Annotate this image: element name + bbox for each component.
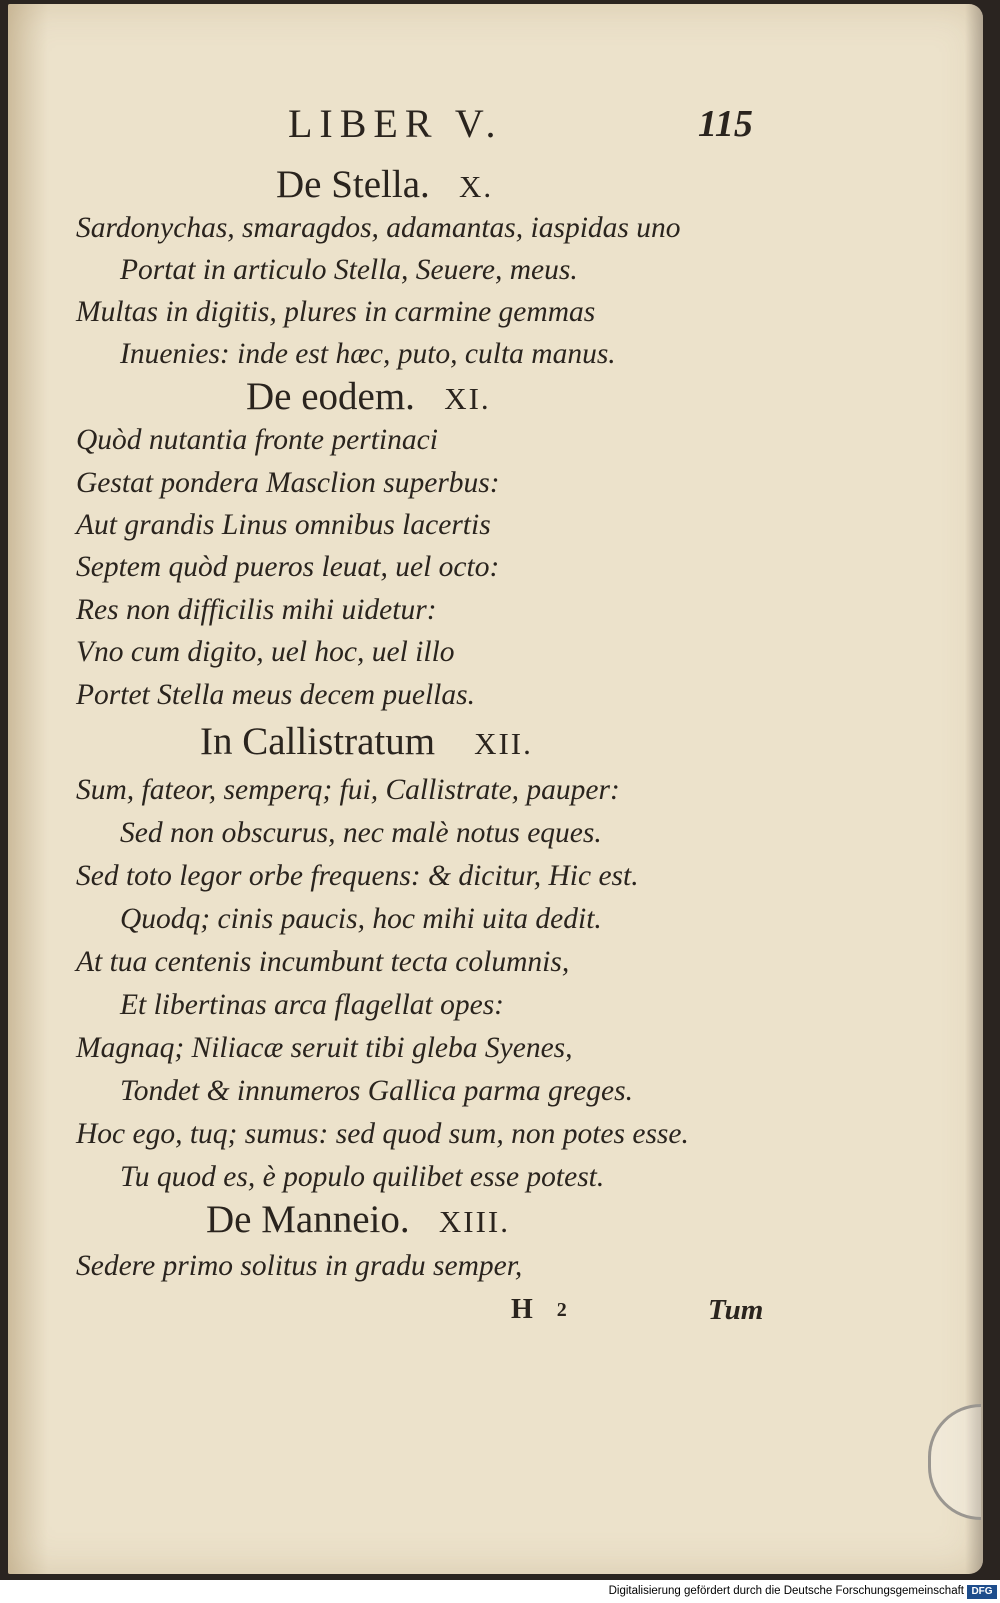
poem-title: De eodem. [246, 375, 415, 418]
poem-heading [200, 719, 533, 764]
verse-line: Gestat pondera Masclion superbus: [76, 467, 500, 499]
poem-title: In Callistratum [200, 720, 436, 763]
verse-line: Sed toto legor orbe frequens: & dicitur, Hic est. [76, 860, 639, 892]
verse-line: Sed non obscurus, nec malè notus eques. [120, 817, 602, 849]
signature-mark [511, 1294, 567, 1326]
verse-line: Septem quòd pueros leuat, uel octo: [76, 551, 500, 583]
verse-line: Portat in articulo Stella, Seuere, meus. [120, 254, 578, 286]
poem-number: XI. [444, 381, 491, 416]
poem-heading [206, 1197, 510, 1242]
signature-letter: H [511, 1294, 533, 1325]
verse-line: Magnaq; Niliacæ seruit tibi gleba Syenes, [76, 1032, 573, 1064]
poem-heading [246, 374, 491, 419]
verse-line: Hoc ego, tuq; sumus: sed quod sum, non potes esse. [76, 1118, 689, 1150]
verse-line: Portet Stella meus decem puellas. [76, 679, 475, 711]
page-clip [928, 1404, 981, 1520]
catchword: Tum [708, 1294, 764, 1326]
verse-line: Sum, fateor, semperq; fui, Callistrate, pauper: [76, 774, 620, 806]
page-number: 115 [698, 103, 753, 145]
poem-heading [276, 162, 493, 207]
verse-line: Tu quod es, è populo quilibet esse potest. [120, 1161, 605, 1193]
verse-line: Quòd nutantia fronte pertinaci [76, 424, 438, 456]
verse-line: Multas in digitis, plures in carmine gemmas [76, 296, 596, 328]
verse-line: Vno cum digito, uel hoc, uel illo [76, 636, 455, 668]
signature-number: 2 [556, 1299, 567, 1321]
page-edge-shadow [965, 4, 983, 1574]
poem-title: De Manneio. [206, 1198, 410, 1241]
verse-line: Et libertinas arca flagellat opes: [120, 989, 505, 1021]
gutter-shadow [8, 4, 48, 1574]
verse-line: Quodq; cinis paucis, hoc mihi uita dedit. [120, 903, 602, 935]
running-head: LIBER V. [288, 101, 503, 146]
poem-number: X. [459, 169, 494, 204]
digitization-footer [0, 1583, 1000, 1603]
verse-line: Res non difficilis mihi uidetur: [76, 594, 437, 626]
poem-number: XII. [474, 726, 533, 761]
book-page [8, 4, 983, 1574]
poem-title: De Stella. [276, 163, 430, 206]
verse-line: Inuenies: inde est hæc, puto, culta manus. [120, 338, 616, 370]
verse-line: At tua centenis incumbunt tecta columnis, [76, 946, 570, 978]
verse-line: Aut grandis Linus omnibus lacertis [76, 509, 491, 541]
verse-line: Sedere primo solitus in gradu semper, [76, 1250, 523, 1282]
dfg-logo: DFG [967, 1585, 997, 1599]
poem-number: XIII. [438, 1204, 510, 1239]
funding-credit: Digitalisierung gefördert durch die Deutsche Forschungsgemeinschaft [608, 1585, 964, 1597]
verse-line: Sardonychas, smaragdos, adamantas, iaspidas uno [76, 212, 681, 244]
verse-line: Tondet & innumeros Gallica parma greges. [120, 1075, 633, 1107]
